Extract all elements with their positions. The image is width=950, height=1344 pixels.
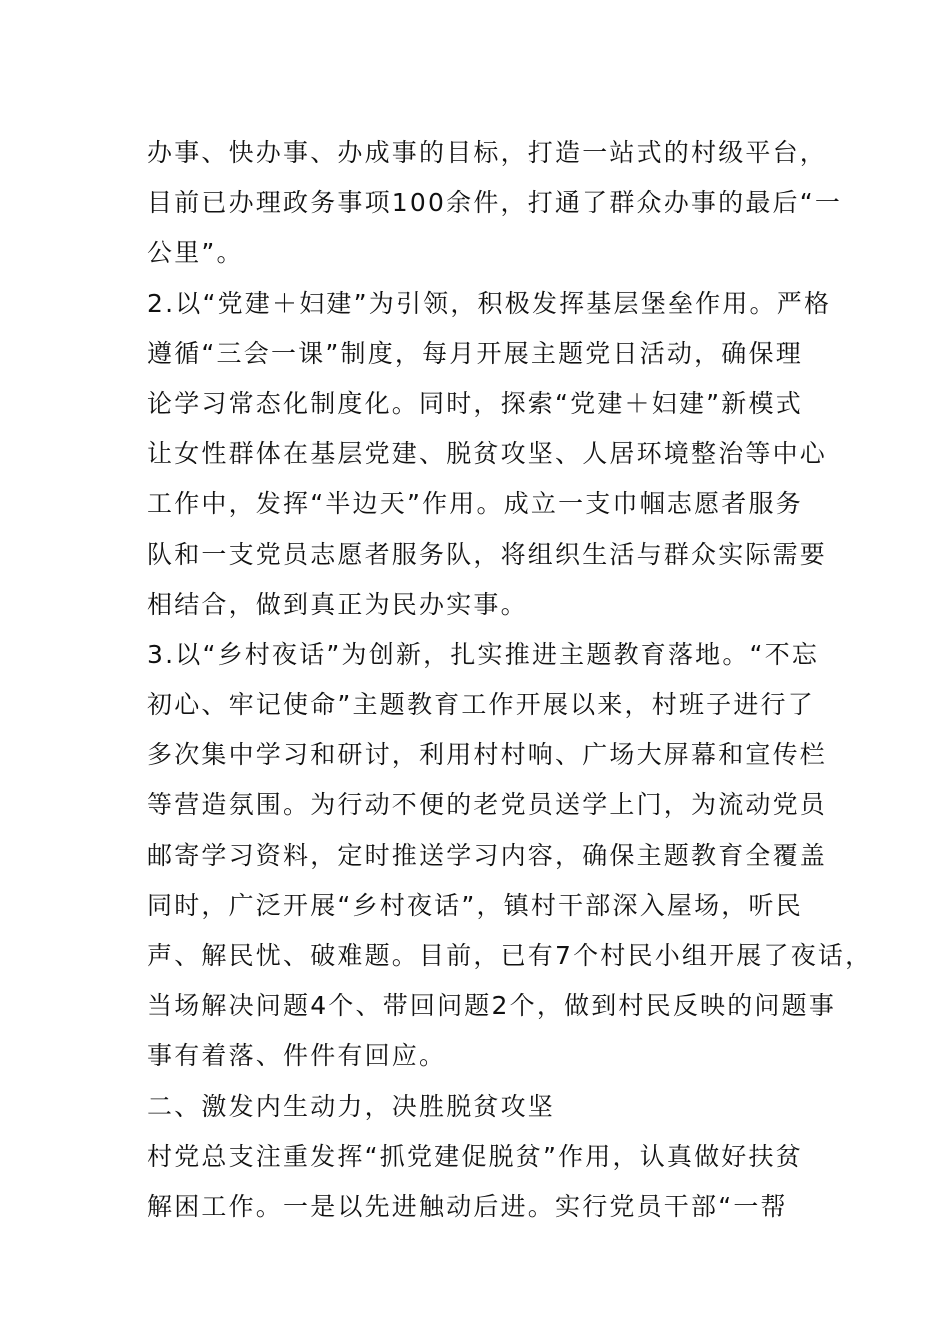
text-line: 初心、牢记使命”主题教育工作开展以来，村班子进行了 [147,690,815,720]
text-line: 邮寄学习资料，定时推送学习内容，确保主题教育全覆盖 [147,840,828,870]
text-line: 目前已办理政务事项100余件，打通了群众办事的最后“一 [147,188,843,218]
text-line: 办事、快办事、办成事的目标，打造一站式的村级平台， [147,138,828,167]
text-line: 让女性群体在基层党建、脱贫攻坚、人居环境整治等中心 [147,439,828,469]
text-line: 声、解民忧、破难题。目前，已有7个村民小组开展了夜话， [147,941,873,970]
text-line: 当场解决问题4个、带回问题2个，做到村民反映的问题事 [147,991,837,1021]
text-line: 公里”。 [147,238,244,268]
section-3-heading-line: 3.以“乡村夜话”为创新，扎实推进主题教育落地。“不忘 [147,639,820,669]
text-line: 等营造氛围。为行动不便的老党员送学上门，为流动党员 [147,790,828,820]
text-line: 工作中，发挥“半边天”作用。成立一支巾帼志愿者服务 [147,489,803,519]
text-line: 事有着落、件件有回应。 [147,1041,447,1071]
chapter-heading-line: 二、激发内生动力，决胜脱贫攻坚 [147,1091,556,1121]
section-2-heading-line: 2.以“党建＋妇建”为引领，积极发挥基层堡垒作用。严格 [147,288,832,318]
text-line: 多次集中学习和研讨，利用村村响、广场大屏幕和宣传栏 [147,740,828,770]
text-line: 同时，广泛开展“乡村夜话”，镇村干部深入屋场，听民 [147,890,803,920]
text-line: 相结合，做到真正为民办实事。 [147,589,528,619]
text-line: 村党总支注重发挥“抓党建促脱贫”作用，认真做好扶贫 [147,1141,803,1171]
document-body [147,128,873,1232]
text-line: 论学习常态化制度化。同时，探索“党建＋妇建”新模式 [147,388,803,418]
text-line: 遵循“三会一课”制度，每月开展主题党日活动，确保理 [147,338,803,368]
text-line: 队和一支党员志愿者服务队，将组织生活与群众实际需要 [147,539,828,569]
text-line: 解困工作。一是以先进触动后进。实行党员干部“一帮 [147,1191,788,1221]
